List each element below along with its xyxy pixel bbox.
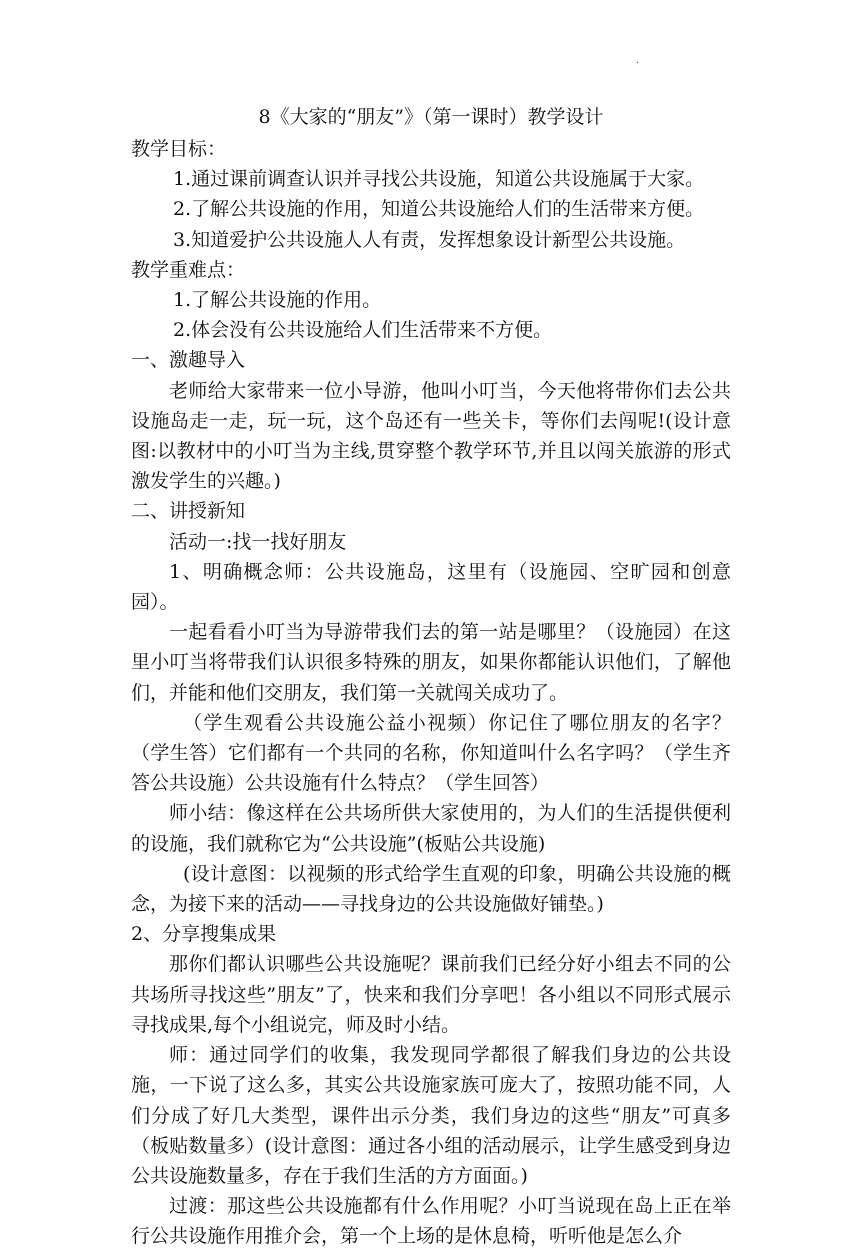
paragraph: （学生观看公共设施公益小视频）你记住了哪位朋友的名字？（学生答）它们都有一个共同的名称，你知道叫什么名字吗？（学生齐答公共设施）公共设施有什么特点？（学生回答）: [131, 711, 731, 795]
paragraph: 老师给大家带来一位小导游，他叫小叮当，今天他将带你们去公共设施岛走一走，玩一玩，这个岛还有一些关卡，等你们去闯呢!(设计意图:以教材中的小叮当为主线,贯穿整个教学环节,并且以闯关旅游的形式激发学生的兴趣。): [131, 379, 731, 493]
section-heading: 2、分享搜集成果: [131, 923, 277, 946]
corner-mark: ·: [636, 58, 640, 69]
paragraph: 那你们都认识哪些公共设施呢？课前我们已经分好小组去不同的公共场所寻找这些”朋友”了，快来和我们分享吧！各小组以不同形式展示寻找成果,每个小组说完，师及时小结。: [131, 953, 731, 1036]
paragraph: 师：通过同学们的收集，我发现同学都很了解我们身边的公共设施，一下说了这么多，其实公共设施家族可庞大了，按照功能不同，人们分成了好几大类型，课件出示分类，我们身边的这些“朋友”可真多（板贴数量多）(设计意图：通过各小组的活动展示，让学生感受到身边公共设施数量多，存在于我们生活的方方面面。): [131, 1044, 731, 1187]
section-heading: 教学目标：: [131, 138, 227, 160]
section-heading: 教学重难点：: [131, 258, 246, 281]
paragraph: 1.通过课前调查认识并寻找公共设施，知道公共设施属于大家。: [173, 168, 705, 191]
paragraph: 活动一:找一找好朋友: [169, 530, 347, 553]
section-heading: 一、激趣导入: [131, 349, 246, 372]
paragraph: 1、明确概念师：公共设施岛，这里有（设施园、空旷园和创意园）。: [131, 560, 731, 614]
paragraph: (设计意图：以视频的形式给学生直观的印象，明确公共设施的概念，为接下来的活动——寻找身边的公共设施做好铺垫。): [131, 862, 731, 916]
paragraph: 2.了解公共设施的作用，知道公共设施给人们的生活带来方便。: [173, 198, 705, 221]
paragraph: 过渡：那这些公共设施都有什么作用呢？小叮当说现在岛上正在举行公共设施作用推介会，第一个上场的是休息椅，听听他是怎么介: [131, 1195, 731, 1248]
section-heading: 二、讲授新知: [131, 500, 246, 523]
paragraph: 师小结：像这样在公共场所供大家使用的，为人们的生活提供便利的设施，我们就称它为“公共设施”(板贴公共设施): [131, 802, 731, 855]
document-body: [131, 100, 731, 1252]
paragraph: 2.体会没有公共设施给人们生活带来不方便。: [173, 319, 553, 342]
paragraph: 1.了解公共设施的作用。: [173, 289, 382, 312]
document-title: 8《大家的“朋友”》（第一课时）教学设计: [258, 106, 604, 128]
paragraph: 3.知道爱护公共设施人人有责，发挥想象设计新型公共设施。: [173, 228, 686, 251]
paragraph-list: [131, 134, 731, 1252]
paragraph: 一起看看小叮当为导游带我们去的第一站是哪里？（设施园）在这里小叮当将带我们认识很多特殊的朋友，如果你都能认识他们，了解他们，并能和他们交朋友，我们第一关就闯关成功了。: [131, 621, 731, 704]
